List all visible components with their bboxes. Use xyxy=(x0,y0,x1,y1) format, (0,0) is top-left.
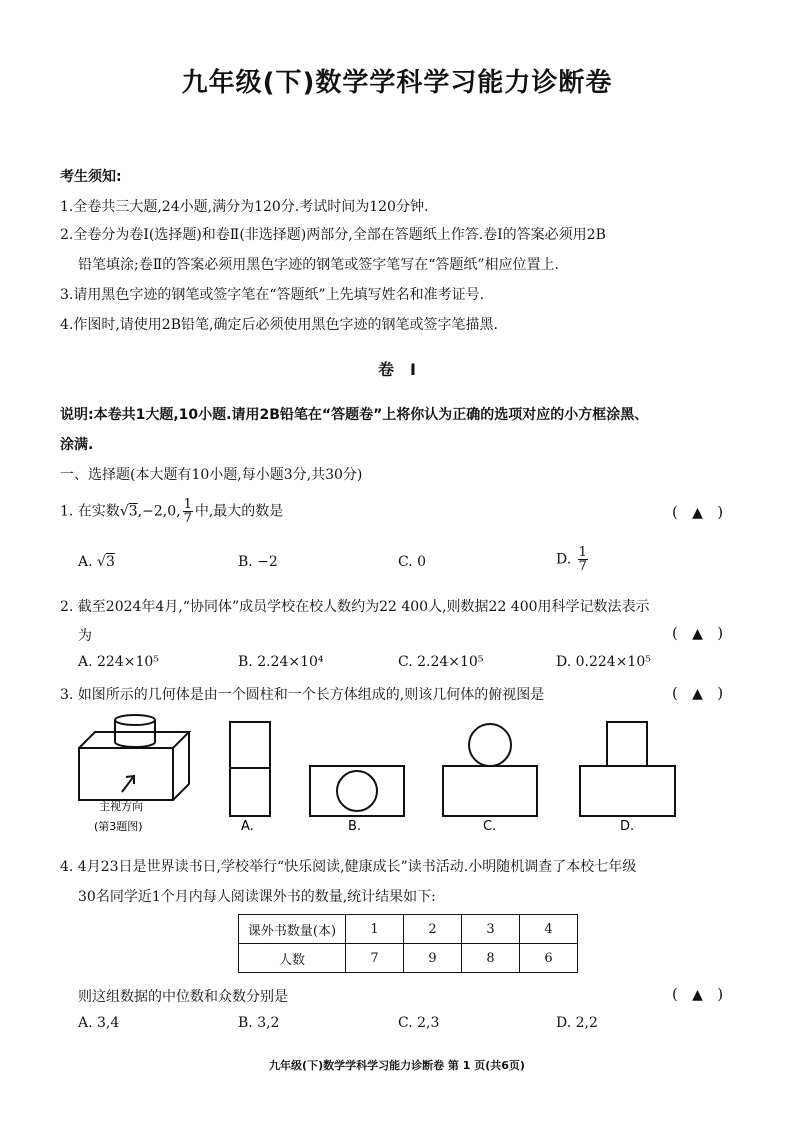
q1-fraction xyxy=(183,498,193,525)
instruction-line: 涂满. xyxy=(60,437,94,453)
q3-stem: 3. 如图所示的几何体是由一个圆柱和一个长方体组成的,则该几何体的俯视图是 xyxy=(60,687,545,703)
answer-mark: ( ▲ ) xyxy=(672,503,724,521)
sqrt-sign: √ xyxy=(119,503,129,520)
part-heading: 一、选择题(本大题有10小题,每小题3分,共30分) xyxy=(60,467,363,483)
table-cell: 7 xyxy=(346,944,404,973)
triangle-icon: ▲ xyxy=(692,626,703,642)
q1-option-b: B. −2 xyxy=(238,554,278,570)
q2-stem: 2. 截至2024年4月,“协同体”成员学校在校人数约为22 400人,则数据22 400用科学记数法表示 xyxy=(60,599,650,615)
option-label: A. xyxy=(241,819,254,834)
option-label: C. xyxy=(483,819,497,834)
q1-frac-den: 7 xyxy=(183,511,192,526)
triangle-icon: ▲ xyxy=(692,686,703,702)
q4-question: 则这组数据的中位数和众数分别是 xyxy=(78,989,288,1005)
table-header-cell: 课外书数量(本) xyxy=(239,915,346,944)
q4-option: D. 2,2 xyxy=(556,1015,598,1031)
q4-option: C. 2,3 xyxy=(398,1015,440,1031)
q1-stem xyxy=(60,498,283,525)
q1-prefix: 1. 在实数 xyxy=(60,503,120,520)
q1-option-d: D. $\frac{1}{7}$ xyxy=(556,545,587,574)
stats-table xyxy=(238,914,578,973)
table-cell: 1 xyxy=(346,915,404,944)
notice-item: 3.请用黑色字迹的钢笔或签字笔在“答题纸”上先填写姓名和准考证号. xyxy=(60,287,485,303)
notice-item: 2.全卷分为卷Ⅰ(选择题)和卷Ⅱ(非选择题)两部分,全部在答题纸上作答.卷Ⅰ的答案必须用2B xyxy=(60,227,606,243)
option-label: B. xyxy=(348,819,362,834)
option-d-figure xyxy=(580,722,675,816)
answer-mark: ( ▲ ) xyxy=(672,985,724,1003)
table-cell: 9 xyxy=(404,944,462,973)
q1-suffix: 中,最大的数是 xyxy=(194,503,284,520)
q4-stem: 30名同学近1个月内每人阅读课外书的数量,统计结果如下: xyxy=(78,889,436,905)
q4-option: A. 3,4 xyxy=(78,1015,120,1031)
option-b-figure xyxy=(310,766,404,816)
notice-heading: 考生须知: xyxy=(60,169,122,185)
notice-item: 铅笔填涂;卷Ⅱ的答案必须用黑色字迹的钢笔或签字笔写在“答题纸”相应位置上. xyxy=(78,257,559,273)
table-cell: 8 xyxy=(462,944,520,973)
page-footer: 九年级(下)数学学科学习能力诊断卷 第 1 页(共6页) xyxy=(269,1059,525,1072)
section-title: 卷 Ⅰ xyxy=(378,360,416,379)
table-cell: 3 xyxy=(462,915,520,944)
q2-option: B. 2.24×10⁴ xyxy=(238,654,324,670)
q2-option: C. 2.24×10⁵ xyxy=(398,654,484,670)
notice-item: 4.作图时,请使用2B铅笔,确定后必须使用黑色字迹的钢笔或签字笔描黑. xyxy=(60,317,498,333)
option-a-figure xyxy=(230,722,270,816)
notice-item: 1.全卷共三大题,24小题,满分为120分.考试时间为120分钟. xyxy=(60,199,429,215)
table-cell: 2 xyxy=(404,915,462,944)
q1-sqrt: 3 xyxy=(128,503,138,520)
q1-option-a: A. √3 xyxy=(78,554,115,570)
table-row xyxy=(239,915,578,944)
page-title: 九年级(下)数学学科学习能力诊断卷 xyxy=(181,68,613,98)
triangle-icon: ▲ xyxy=(692,505,703,521)
instruction-line: 说明:本卷共1大题,10小题.请用2B铅笔在“答题卷”上将你认为正确的选项对应的小方框涂黑、 xyxy=(60,407,649,423)
option-label: D. xyxy=(620,819,635,834)
table-header-cell: 人数 xyxy=(239,944,346,973)
view-direction-label: 主视方向 xyxy=(99,800,143,813)
q2-stem: 为 xyxy=(78,628,92,644)
table-cell: 4 xyxy=(520,915,578,944)
answer-mark: ( ▲ ) xyxy=(672,624,724,642)
q3-figures xyxy=(0,710,794,840)
triangle-icon: ▲ xyxy=(692,987,703,1003)
table-cell: 6 xyxy=(520,944,578,973)
q2-option: D. 0.224×10⁵ xyxy=(556,654,651,670)
q1-mid: ,−2,0, xyxy=(137,503,181,520)
q1-option-c: C. 0 xyxy=(398,554,427,570)
figure-caption: (第3题图) xyxy=(94,820,143,833)
q4-stem: 4. 4月23日是世界读书日,学校举行“快乐阅读,健康成长”读书活动.小明随机调查了本校七年级 xyxy=(60,859,637,875)
table-row xyxy=(239,944,578,973)
q3-solid-figure xyxy=(79,715,189,800)
option-c-figure xyxy=(443,724,537,816)
q4-option: B. 3,2 xyxy=(238,1015,280,1031)
q2-option: A. 224×10⁵ xyxy=(78,654,159,670)
answer-mark: ( ▲ ) xyxy=(672,684,724,702)
q1-frac-num: 1 xyxy=(183,497,192,512)
